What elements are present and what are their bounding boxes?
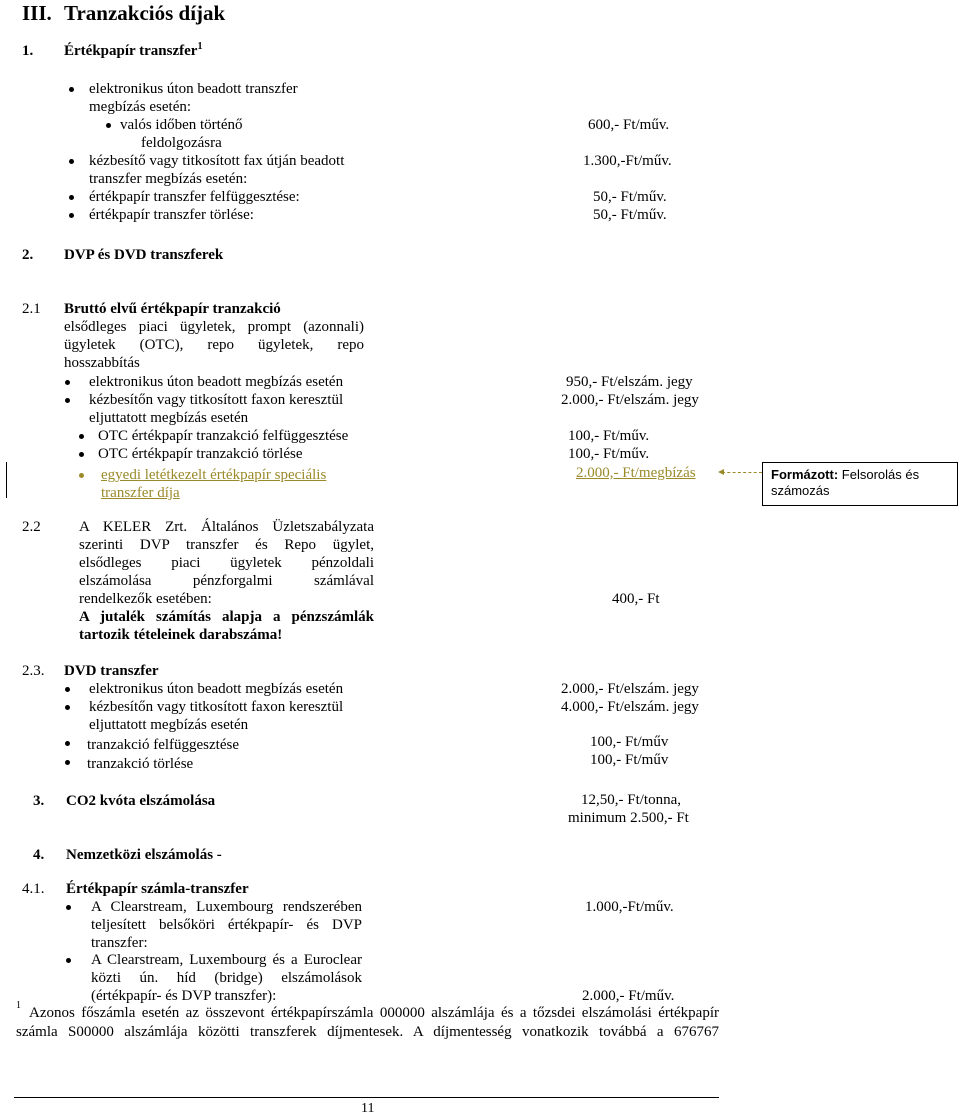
section-2-2-number: 2.2 bbox=[22, 519, 41, 535]
bullet bbox=[79, 452, 84, 457]
s3-price-line-2: minimum 2.500,- Ft bbox=[568, 810, 689, 826]
bullet bbox=[65, 380, 70, 385]
section-2-1-number: 2.1 bbox=[22, 301, 41, 317]
s22-price: 400,- Ft bbox=[612, 591, 660, 607]
footnote-ref: 1 bbox=[197, 41, 203, 52]
s41-item-2-line-3: (értékpapír- és DVP transzfer): bbox=[91, 988, 277, 1004]
bullet bbox=[106, 123, 111, 128]
s21-item-4: OTC értékpapír tranzakció törlése bbox=[98, 446, 303, 462]
section-2-title: DVP és DVD transzferek bbox=[64, 247, 224, 263]
bullet bbox=[69, 159, 74, 164]
s22-line-4: elszámolása pénzforgalmi számlával bbox=[79, 573, 374, 589]
s1-item-2-line-2: transzfer megbízás esetén: bbox=[89, 171, 248, 187]
s21-item-5-line-1: egyedi letétkezelt értékpapír speciális bbox=[101, 467, 327, 483]
s22-bold-line-2: tartozik tételeinek darabszáma! bbox=[79, 627, 283, 643]
s1-item-1-line-2: megbízás esetén: bbox=[89, 99, 192, 115]
format-comment-balloon[interactable] bbox=[762, 462, 958, 506]
footnote-line-1: Azonos főszámla esetén az összevont értékpapírszámla 000000 alszámlája és a tőzsdei elszámolási értékpapír bbox=[29, 1005, 719, 1021]
section-4-1-title: Értékpapír számla-transzfer bbox=[66, 881, 249, 897]
chapter-number: III. bbox=[22, 1, 52, 25]
s22-line-1: A KELER Zrt. Általános Üzletszabályzata bbox=[79, 519, 374, 535]
s21-item-2-line-2: eljuttatott megbízás esetén bbox=[89, 410, 249, 426]
s21-item-2-price: 2.000,- Ft/elszám. jegy bbox=[561, 392, 699, 408]
bullet bbox=[66, 958, 71, 963]
footnote-mark: 1 bbox=[16, 1000, 21, 1011]
section-4-title: Nemzetközi elszámolás - bbox=[66, 847, 222, 863]
chapter-title: Tranzakciós díjak bbox=[64, 1, 226, 25]
comment-connector bbox=[722, 472, 762, 473]
s22-line-2: szerinti DVP transzfer és Repo ügylet, bbox=[79, 537, 374, 553]
bullet bbox=[65, 741, 70, 746]
footer-rule bbox=[14, 1097, 719, 1098]
bullet bbox=[65, 687, 70, 692]
section-1-number: 1. bbox=[22, 43, 34, 59]
s1-item-3: értékpapír transzfer felfüggesztése: bbox=[89, 189, 300, 205]
s41-item-1-line-1: A Clearstream, Luxembourg rendszerében bbox=[91, 899, 362, 915]
s23-item-1-price: 2.000,- Ft/elszám. jegy bbox=[561, 681, 699, 697]
bullet bbox=[69, 195, 74, 200]
section-2-1-text-line-2: ügyletek (OTC), repo ügyletek, repo bbox=[64, 337, 364, 353]
footnote-line-2: számla S00000 alszámlája közötti transzferek díjmentesek. A díjmentesség vonatkozik továbbá a 676767 bbox=[16, 1024, 719, 1040]
section-2-3-number: 2.3. bbox=[22, 663, 45, 679]
change-bar bbox=[6, 462, 7, 498]
s21-item-1: elektronikus úton beadott megbízás esetén bbox=[89, 374, 344, 390]
s21-item-4-price: 100,- Ft/műv. bbox=[568, 446, 650, 462]
s21-item-5-price: 2.000,- Ft/megbízás bbox=[576, 465, 696, 481]
s23-item-2-price: 4.000,- Ft/elszám. jegy bbox=[561, 699, 699, 715]
s1-item-4: értékpapír transzfer törlése: bbox=[89, 207, 254, 223]
s41-item-2-line-1: A Clearstream, Luxembourg és a Euroclear bbox=[91, 952, 362, 968]
s1-item-1-line-1: elektronikus úton beadott transzfer bbox=[89, 81, 298, 97]
section-4-1-number: 4.1. bbox=[22, 881, 45, 897]
s23-item-2-line-1: kézbesítőn vagy titkosított faxon keresztül bbox=[89, 699, 344, 715]
bullet bbox=[79, 473, 84, 478]
s21-item-2-line-1: kézbesítőn vagy titkosított faxon keresztül bbox=[89, 392, 344, 408]
s23-item-3: tranzakció felfüggesztése bbox=[87, 737, 239, 753]
s22-line-5: rendelkezők esetében: bbox=[79, 591, 212, 607]
s41-item-1-line-3: transzfer: bbox=[91, 935, 148, 951]
section-1-title: Értékpapír transzfer$^1$ bbox=[64, 41, 203, 59]
bullet bbox=[65, 398, 70, 403]
s21-item-3: OTC értékpapír tranzakció felfüggesztése bbox=[98, 428, 349, 444]
section-4-number: 4. bbox=[33, 847, 45, 863]
s23-item-4-price: 100,- Ft/műv bbox=[590, 752, 669, 768]
bullet bbox=[69, 87, 74, 92]
comment-label: Formázott: bbox=[771, 467, 839, 482]
section-2-1-title: Bruttó elvű értékpapír tranzakció bbox=[64, 301, 281, 317]
s41-item-1-price: 1.000,-Ft/műv. bbox=[585, 899, 674, 915]
section-3-number: 3. bbox=[33, 793, 45, 809]
s41-item-2-price: 2.000,- Ft/műv. bbox=[582, 988, 675, 1004]
bullet bbox=[65, 705, 70, 710]
s1-subitem-line-2: feldolgozásra bbox=[141, 135, 222, 151]
bullet bbox=[69, 213, 74, 218]
s23-item-2-line-2: eljuttatott megbízás esetén bbox=[89, 717, 249, 733]
comment-text-1: Felsorolás és bbox=[838, 467, 920, 482]
s41-item-2-line-2: közti ún. híd (bridge) elszámolások bbox=[91, 970, 362, 986]
s1-subitem-line-1: valós időben történő bbox=[120, 117, 243, 133]
s1-item-2-price: 1.300,-Ft/műv. bbox=[583, 153, 672, 169]
s1-subitem-price: 600,- Ft/műv. bbox=[588, 117, 670, 133]
s3-price-line-1: 12,50,- Ft/tonna, bbox=[581, 792, 681, 808]
s23-item-1: elektronikus úton beadott megbízás esetén bbox=[89, 681, 344, 697]
bullet bbox=[65, 760, 70, 765]
s23-item-3-price: 100,- Ft/műv bbox=[590, 734, 669, 750]
s22-line-3: elsődleges piaci ügyletek pénzoldali bbox=[79, 555, 374, 571]
s1-item-4-price: 50,- Ft/műv. bbox=[593, 207, 667, 223]
s21-item-3-price: 100,- Ft/műv. bbox=[568, 428, 650, 444]
bullet bbox=[79, 434, 84, 439]
s21-item-5-line-2: transzfer díja bbox=[101, 485, 180, 501]
s22-bold-line-1: A jutalék számítás alapja a pénzszámlák bbox=[79, 609, 374, 625]
page-number: 11 bbox=[361, 1101, 375, 1116]
section-2-1-text-line-3: hosszabbítás bbox=[64, 355, 140, 371]
s1-item-2-line-1: kézbesítő vagy titkosított fax útján beadott bbox=[89, 153, 345, 169]
section-2-number: 2. bbox=[22, 247, 34, 263]
section-2-3-title: DVD transzfer bbox=[64, 663, 159, 679]
s1-item-3-price: 50,- Ft/műv. bbox=[593, 189, 667, 205]
bullet bbox=[66, 905, 71, 910]
section-2-1-text-line-1: elsődleges piaci ügyletek, prompt (azonnali) bbox=[64, 319, 364, 335]
comment-text-2: számozás bbox=[771, 483, 830, 498]
s41-item-1-line-2: teljesített belsőköri értékpapír- és DVP bbox=[91, 917, 362, 933]
s21-item-1-price: 950,- Ft/elszám. jegy bbox=[566, 374, 693, 390]
s23-item-4: tranzakció törlése bbox=[87, 756, 194, 772]
section-3-title: CO2 kvóta elszámolása bbox=[66, 793, 216, 809]
